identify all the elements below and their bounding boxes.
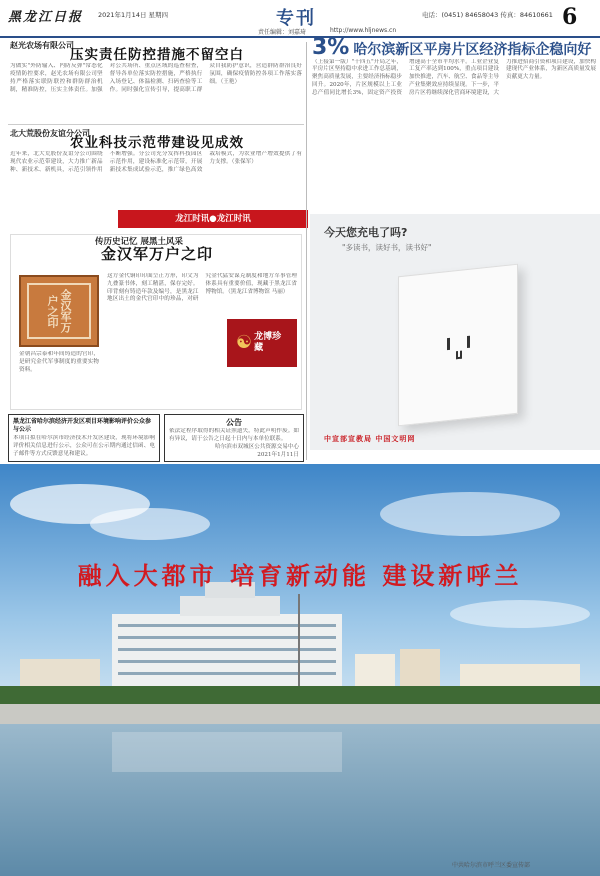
article-museum — [10, 234, 302, 410]
article-body: 近年来，北大荒股份友谊分公司围绕现代农业示范带建设，大力推广新品种、新技术、新机具，示范引领作用不断增强。分公司充分发挥科技园区示范作用，建设标准化示范带，开展新技术集成试验示范，推广绿色高效栽培模式，为农业增产增效提供了有力支撑。（张保军） — [10, 151, 302, 173]
article-youyi — [10, 130, 302, 203]
ad-sponsor: 中宣部宣教局 中国文明网 — [324, 435, 416, 443]
notice-eia — [8, 414, 160, 462]
article-body: 这方金代铜印印面呈正方形，印文为九叠篆书体，刻工精湛，保存完好。印背刻有铸造年款及编号，是黑龙江地区出土的金代官印中的珍品，对研究金代猛安谋克制度和地方军事管理体系具有重要价值，现藏于黑龙江省博物馆。（黑龙江省博物馆 马丽） — [107, 273, 297, 303]
editor-line: 责任编辑：刘嘉琦 — [258, 29, 307, 36]
slogan: 融入大都市 培育新动能 建设新呼兰 — [77, 561, 523, 590]
badge-label: 龙博珍藏 — [254, 332, 282, 353]
headline-row — [312, 35, 596, 60]
website-link[interactable]: http://www.hljnews.cn — [330, 27, 397, 34]
seal-image — [19, 275, 99, 347]
ad-subtitle: "多读书，读好书，读书好" — [342, 243, 432, 252]
city-photo — [0, 464, 600, 876]
article-kicker: 北大荒股份友谊分公司 — [10, 129, 90, 138]
city-photo-graphic — [0, 464, 600, 876]
contact-phone: 电话：(0451) 84658043 传真：84610661 — [422, 11, 553, 19]
seal-face: 金汉军万户之印 — [27, 283, 91, 339]
image-caption: 金朝昌宗泰和年间铸造的官印，是研究金代军事制度的重要实物资料。 — [19, 351, 99, 373]
headline-percent: 3% — [312, 35, 350, 60]
museum-badge — [227, 319, 297, 367]
article-zhaoguang — [10, 42, 302, 115]
notice-body: 本项目拟在哈尔滨市经济技术开发区建设，现将环境影响评价相关信息进行公示，公众可在公示期内通过信函、电子邮件等方式反馈意见和建议。 — [13, 435, 155, 457]
dragon-icon: ☯ — [235, 332, 253, 354]
article-headline: 压实责任防控措施不留空白 — [70, 46, 244, 63]
article-headline: 金汉军万户之印 — [101, 245, 214, 263]
section-title: 专刊 — [276, 8, 316, 29]
page-number: 6 — [562, 4, 578, 30]
article-kicker: 传历史记忆 展黑土风采 — [95, 237, 183, 247]
issue-date: 2021年1月14日 星期四 — [98, 11, 169, 19]
reading-ad — [310, 214, 600, 450]
notice-date: 2021年1月11日 — [257, 451, 299, 458]
article-pingfang — [312, 35, 596, 210]
ad-title: 今天您充电了吗? — [324, 226, 408, 239]
notice-public — [164, 414, 304, 462]
charger-plug-icon — [441, 335, 477, 361]
notice-title: 公告 — [226, 418, 242, 427]
photo-credit: 中共哈尔滨市呼兰区委宣传部 — [452, 862, 531, 869]
notice-title: 黑龙江省哈尔滨经济开发区项目环境影响评价公众参与公示 — [13, 418, 152, 433]
article-headline: 哈尔滨新区平房片区经济指标企稳向好 — [353, 42, 592, 58]
column-divider — [306, 42, 307, 460]
masthead — [0, 0, 600, 38]
article-headline: 农业科技示范带建设见成效 — [70, 134, 244, 151]
article-body: 为做实"外防输入、内防反弹"常态化疫情防控要求，赵光农场有限公司坚持严格落实联防联控和群防群治机制，精准防控，压实主体责任。加强对公共场所、重点区域的巡查检查，督导各单位落实防控措施，严格执行入场登记、体温检测、扫码查验等工作。同时强化宣传引导，提高职工群众自我防护意识，营造群防群治良好氛围，确保疫情防控各项工作落实落细。（王艳） — [10, 63, 302, 93]
news-banner: 龙江时讯●龙江时讯 — [118, 210, 308, 228]
newspaper-logo: 黑龙江日报 — [8, 10, 84, 25]
book-illustration — [398, 264, 518, 427]
article-kicker: 赵光农场有限公司 — [10, 41, 74, 50]
notice-body: 依法定程序取得的相关证照遗失，特此声明作废。如有异议，请于公告之日起十日内与本单位联系。 — [169, 428, 299, 442]
notice-signature: 哈尔滨市双城区公共资源交易中心 — [215, 444, 299, 450]
divider — [8, 124, 304, 125]
article-body: （上接第一版）"十四五"开局之年，平房片区坚持稳中求进工作总基调，聚焦高质量发展，主要经济指标稳步回升。2020年，片区规模以上工业总产值同比增长3%，固定资产投资增速高于全市平均水平。工业企业复工复产率达到100%，重点项目建设加快推进，汽车、航空、食品等主导产业集聚效应持续显现。下一步，平房片区将继续深化营商环境建设，大力推进招商引资和项目建设，加快构建现代产业体系，为新区高质量发展贡献更大力量。 — [312, 58, 596, 96]
